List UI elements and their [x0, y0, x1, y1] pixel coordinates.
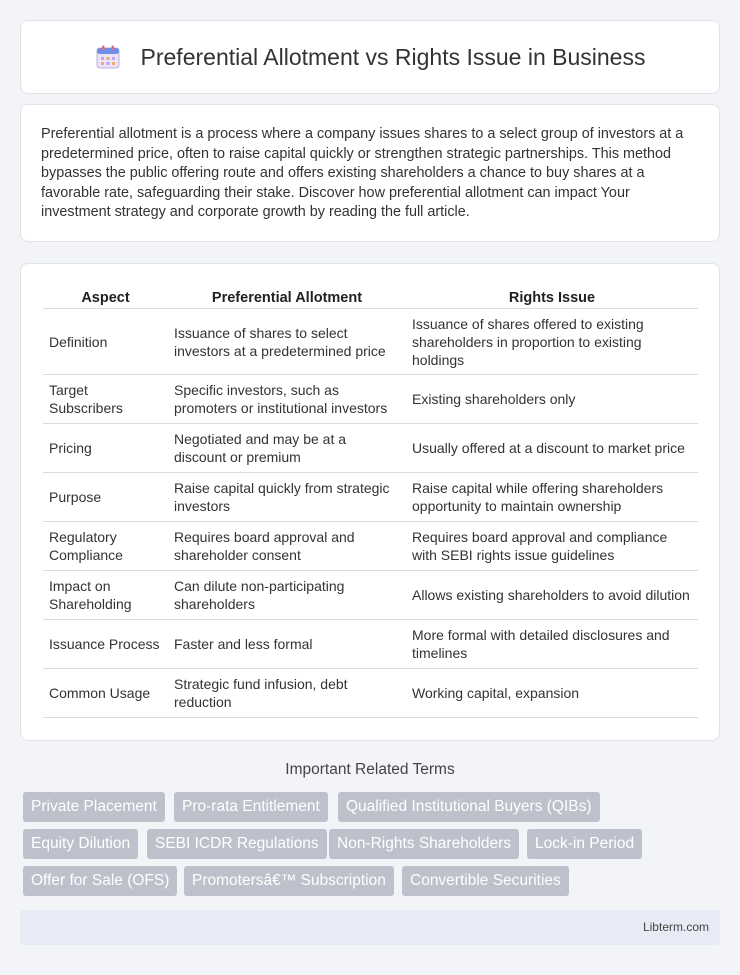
table-row [43, 424, 698, 473]
table-cell: Issuance Process [43, 620, 168, 669]
table-cell: More formal with detailed disclosures and timelines [406, 620, 698, 669]
table-header-row [43, 282, 698, 309]
related-term-tag[interactable]: Offer for Sale (OFS) [23, 866, 177, 896]
footer-site-link[interactable]: Libterm.com [642, 920, 709, 934]
table-row [43, 309, 698, 375]
table-cell: Raise capital quickly from strategic investors [168, 473, 406, 522]
related-term-tag[interactable]: SEBI ICDR Regulations [147, 829, 327, 859]
column-header-aspect: Aspect [43, 282, 168, 309]
calendar-icon [95, 44, 121, 70]
table-cell: Working capital, expansion [406, 669, 698, 718]
table-cell: Raise capital while offering shareholders opportunity to maintain ownership [406, 473, 698, 522]
table-cell: Requires board approval and shareholder consent [168, 522, 406, 571]
table-cell: Allows existing shareholders to avoid dilution [406, 571, 698, 620]
table-cell: Issuance of shares offered to existing shareholders in proportion to existing holdings [406, 309, 698, 375]
table-cell: Issuance of shares to select investors at a predetermined price [168, 309, 406, 375]
table-row [43, 620, 698, 669]
related-term-tag[interactable]: Non-Rights Shareholders [329, 829, 519, 859]
table-cell: Definition [43, 309, 168, 375]
table-cell: Can dilute non-participating shareholders [168, 571, 406, 620]
comparison-table [43, 282, 698, 718]
table-cell: Pricing [43, 424, 168, 473]
table-cell: Common Usage [43, 669, 168, 718]
table-cell: Regulatory Compliance [43, 522, 168, 571]
column-header-preferential-allotment: Preferential Allotment [168, 282, 406, 309]
column-header-rights-issue: Rights Issue [406, 282, 698, 309]
intro-card [20, 104, 720, 242]
footer [20, 910, 720, 945]
table-row [43, 571, 698, 620]
related-term-tag[interactable]: Promotersâ€™ Subscription [184, 866, 394, 896]
table-cell: Impact on Shareholding [43, 571, 168, 620]
table-row [43, 522, 698, 571]
related-term-tag[interactable]: Lock-in Period [527, 829, 642, 859]
table-row [43, 669, 698, 718]
table-cell: Existing shareholders only [406, 375, 698, 424]
table-cell: Purpose [43, 473, 168, 522]
table-cell: Usually offered at a discount to market price [406, 424, 698, 473]
header-card [20, 20, 720, 94]
related-term-tag[interactable]: Pro-rata Entitlement [174, 792, 328, 822]
table-row [43, 473, 698, 522]
related-term-tag[interactable]: Qualified Institutional Buyers (QIBs) [338, 792, 600, 822]
related-term-tag[interactable]: Equity Dilution [23, 829, 138, 859]
table-cell: Strategic fund infusion, debt reduction [168, 669, 406, 718]
table-cell: Specific investors, such as promoters or institutional investors [168, 375, 406, 424]
page-title: Preferential Allotment vs Rights Issue in Business [140, 43, 646, 70]
related-terms-title: Important Related Terms [285, 761, 455, 778]
related-term-tag[interactable]: Convertible Securities [402, 866, 569, 896]
table-cell: Target Subscribers [43, 375, 168, 424]
comparison-table-card [20, 263, 720, 741]
related-term-tag[interactable]: Private Placement [23, 792, 165, 822]
table-cell: Negotiated and may be at a discount or premium [168, 424, 406, 473]
intro-paragraph: Preferential allotment is a process where a company issues shares to a select group of investors at a predetermined price, often to raise capital quickly or strengthen strategic partnerships. This method bypasses the public offering route and offers existing shareholders a chance to buy shares at a favorable rate, safeguarding their stake. Discover how preferential allotment can impact Your investment strategy and corporate growth by reading the full article. [41, 126, 684, 221]
table-cell: Requires board approval and compliance with SEBI rights issue guidelines [406, 522, 698, 571]
table-cell: Faster and less formal [168, 620, 406, 669]
table-row [43, 375, 698, 424]
